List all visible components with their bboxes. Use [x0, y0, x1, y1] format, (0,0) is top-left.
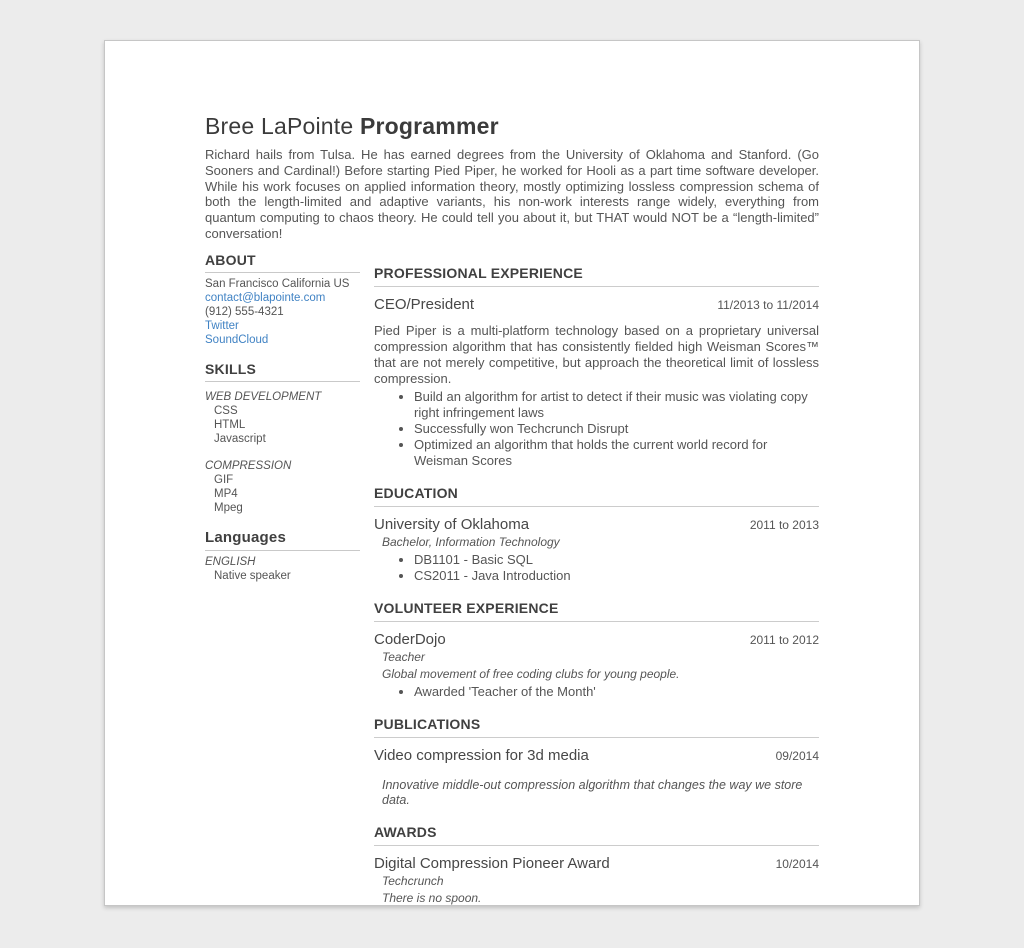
resume-header [205, 113, 819, 242]
phone-text: (912) 555-4321 [205, 305, 284, 318]
skills-section [205, 361, 360, 515]
experience-heading: PROFESSIONAL EXPERIENCE [374, 265, 819, 287]
soundcloud-link[interactable]: SoundCloud [205, 333, 269, 346]
volunteer-date-range: 2011 to 2012 [749, 632, 819, 647]
skill-group-label: COMPRESSION [205, 459, 292, 472]
education-date-range: 2011 to 2013 [749, 517, 819, 532]
job-highlights-list [374, 389, 819, 469]
school-name: University of Oklahoma [374, 515, 530, 533]
award-entry-head [374, 855, 819, 872]
skill-group-compression [205, 459, 360, 515]
email-link[interactable]: contact@blapointe.com [205, 291, 326, 304]
resume-columns [205, 252, 819, 906]
award-issuer: Techcrunch [382, 873, 444, 888]
skill-item: Javascript [214, 432, 266, 445]
sidebar [205, 252, 360, 906]
course-item: • DB1101 - Basic SQL [414, 552, 819, 568]
job-highlight: • Successfully won Techcrunch Disrupt [414, 421, 819, 437]
course-item: • CS2011 - Java Introduction [414, 568, 819, 584]
volunteer-heading: VOLUNTEER EXPERIENCE [374, 600, 819, 622]
award-title: Digital Compression Pioneer Award [374, 854, 610, 872]
organization-name: CoderDojo [374, 630, 446, 648]
summary-paragraph: Richard hails from Tulsa. He has earned degrees from the University of Oklahoma and Stanford. (Go Sooners and Cardinal!) Before starting Pied Piper, he worked for Hooli as a part time software developer. While his work focuses on applied information theory, mostly optimizing lossless compression schema of both the length-limited and adaptive variants, his non-work interests range widely, everything from quantum computing to chaos theory. He could tell you about it, but THAT would NOT be a “length-limited” conversation! [205, 147, 819, 241]
publication-entry-head [374, 747, 819, 764]
skills-heading: SKILLS [205, 361, 360, 382]
education-entry-head [374, 516, 819, 533]
publications-heading: PUBLICATIONS [374, 716, 819, 738]
experience-section [374, 265, 819, 469]
course-list [374, 552, 819, 584]
degree-text: Bachelor, Information Technology [382, 534, 560, 549]
twitter-link[interactable]: Twitter [205, 319, 239, 332]
job-date-range: 11/2013 to 11/2014 [717, 297, 819, 312]
language-name: ENGLISH [205, 555, 256, 568]
skill-item: Mpeg [214, 501, 243, 514]
languages-heading: Languages [205, 529, 360, 551]
job-highlight: • Optimized an algorithm that holds the current world record for Weisman Scores [414, 437, 819, 469]
languages-section [205, 529, 360, 583]
job-highlight: • Build an algorithm for artist to detect if their music was violating copy right infringement laws [414, 389, 819, 421]
person-name: Bree LaPointe [205, 113, 354, 139]
award-date: 10/2014 [775, 856, 819, 871]
contact-block [205, 277, 360, 347]
person-role: Programmer [359, 113, 499, 139]
location-text: San Francisco California US [205, 277, 350, 290]
skill-item: GIF [214, 473, 234, 486]
volunteer-highlight: • Awarded 'Teacher of the Month' [414, 684, 819, 700]
award-summary: There is no spoon. [382, 890, 482, 905]
volunteer-summary: Global movement of free coding clubs for young people. [382, 666, 680, 681]
page-title [205, 113, 819, 140]
volunteer-section [374, 600, 819, 700]
skill-item: MP4 [214, 487, 238, 500]
volunteer-entry-head [374, 631, 819, 648]
experience-entry-head [374, 296, 819, 313]
volunteer-role: Teacher [382, 649, 425, 664]
volunteer-highlights-list [374, 684, 819, 700]
main-column [374, 252, 819, 906]
education-section [374, 485, 819, 584]
publication-date: 09/2014 [775, 748, 819, 763]
language-level: Native speaker [214, 569, 291, 582]
publications-section [374, 716, 819, 808]
publication-summary: Innovative middle-out compression algorithm that changes the way we store data. [382, 777, 803, 807]
publication-title: Video compression for 3d media [374, 746, 589, 764]
job-title: CEO/President [374, 295, 475, 313]
awards-heading: AWARDS [374, 824, 819, 846]
skill-item: HTML [214, 418, 246, 431]
awards-section [374, 824, 819, 906]
education-heading: EDUCATION [374, 485, 819, 507]
skill-item: CSS [214, 404, 238, 417]
about-section [205, 252, 360, 347]
about-heading: ABOUT [205, 252, 360, 273]
job-summary: Pied Piper is a multi-platform technology based on a proprietary universal compression algorithm that has consistently fielded high Weisman Scores™ that are not merely competitive, but approach the theoretical limit of lossless compression. [374, 322, 819, 386]
skill-group-label: WEB DEVELOPMENT [205, 390, 322, 403]
resume-page [104, 40, 920, 906]
skill-group-web-development [205, 390, 360, 446]
